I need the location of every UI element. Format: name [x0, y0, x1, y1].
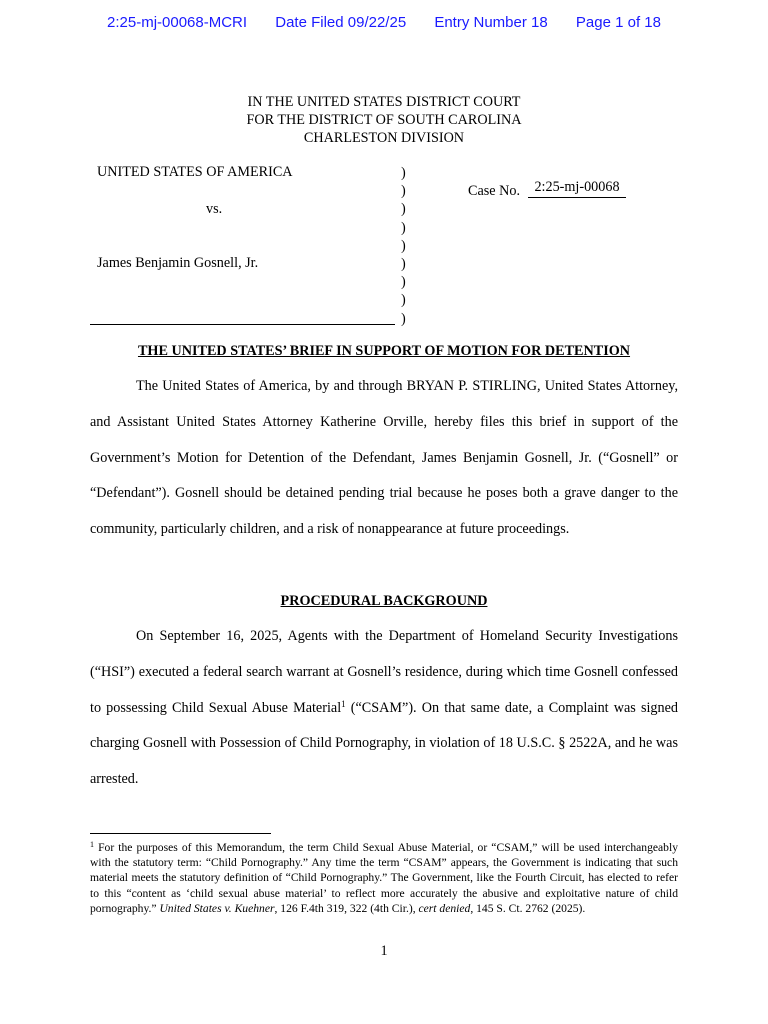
- footnote-divider: [90, 833, 271, 834]
- paren: ): [401, 165, 406, 181]
- stamp-entry-number: Entry Number 18: [434, 14, 548, 31]
- stamp-case-number: 2:25-mj-00068-MCRI: [107, 14, 248, 31]
- versus-text: vs.: [206, 201, 223, 217]
- plaintiff-name: UNITED STATES OF AMERICA: [97, 164, 293, 180]
- background-text-2: (“CSAM”). On that same date, a Complaint was signed charging Gosnell with Possession of Child Pornography, in violation of 18 U.S.C. § 2522A, and he was arrested.: [90, 699, 678, 788]
- court-line-3: CHARLESTON DIVISION: [303, 130, 465, 146]
- paren: ): [401, 255, 406, 272]
- caption-divider: [90, 324, 395, 325]
- filing-stamp: [0, 14, 768, 31]
- court-line-1: IN THE UNITED STATES DISTRICT COURT: [247, 94, 521, 110]
- paren: ): [401, 274, 406, 291]
- footnote-1: [90, 840, 678, 916]
- paren: ): [401, 219, 406, 236]
- paren: ): [401, 292, 406, 309]
- case-number-label: Case No.: [468, 183, 521, 199]
- court-line-2: FOR THE DISTRICT OF SOUTH CAROLINA: [246, 112, 522, 128]
- footnote-text-1: For the purposes of this Memorandum, the term Child Sexual Abuse Material, or “CSAM,” will be used interchangeably with the statutory term: “Child Pornography.” Any time the term “CSAM” appears, the Government is indicating that such material meets the statutory definition of “Child Pornography.” The Government, like the Fourth Circuit, has elected to refer to this “content as ‘child sexual abuse material’ to reflect more accurately the abusive and exploitative nature of child pornography.”: [90, 841, 678, 915]
- paren: ): [401, 201, 406, 218]
- footnote-reference: 1: [341, 698, 346, 709]
- paren: ): [401, 237, 406, 254]
- paren: ): [401, 310, 406, 327]
- footnote-text-3: , 145 S. Ct. 2762 (2025).: [470, 901, 586, 915]
- paren: ): [401, 183, 406, 200]
- page-number: 1: [380, 943, 388, 959]
- footnote-marker: 1: [90, 840, 94, 849]
- section-heading-procedural-background: PROCEDURAL BACKGROUND: [280, 593, 488, 609]
- stamp-page-count: Page 1 of 18: [575, 14, 661, 31]
- defendant-name: James Benjamin Gosnell, Jr.: [97, 255, 259, 271]
- case-number-value: 2:25-mj-00068: [528, 179, 626, 198]
- footnote-text-2: , 126 F.4th 319, 322 (4th Cir.),: [274, 901, 419, 915]
- intro-paragraph: The United States of America, by and through BRYAN P. STIRLING, United States Attorney, and Assistant United States Attorney Katherine Orville, hereby files this brief in support of the Government’s Motion for Detention of the Defendant, James Benjamin Gosnell, Jr. (“Gosnell” or “Defendant”). Gosnell should be detained pending trial because he poses both a grave danger to the community, particularly children, and a risk of nonappearance at future proceedings.: [90, 378, 678, 538]
- court-heading: [0, 93, 768, 147]
- caption-parentheses: [401, 164, 406, 328]
- footnote-case-name: United States v. Kuehner: [159, 901, 275, 915]
- background-paragraph: [90, 619, 678, 798]
- brief-title: THE UNITED STATES’ BRIEF IN SUPPORT OF MOTION FOR DETENTION: [137, 343, 631, 359]
- background-text-1: On September 16, 2025, Agents with the Department of Homeland Security Investigations (“HSI”) executed a federal search warrant at Gosnell’s residence, during which time Gosnell confessed to possessing Child Sexual Abuse Material: [90, 628, 678, 716]
- footnote-cert-denied: cert denied: [418, 901, 471, 915]
- stamp-date-filed: Date Filed 09/22/25: [275, 14, 407, 31]
